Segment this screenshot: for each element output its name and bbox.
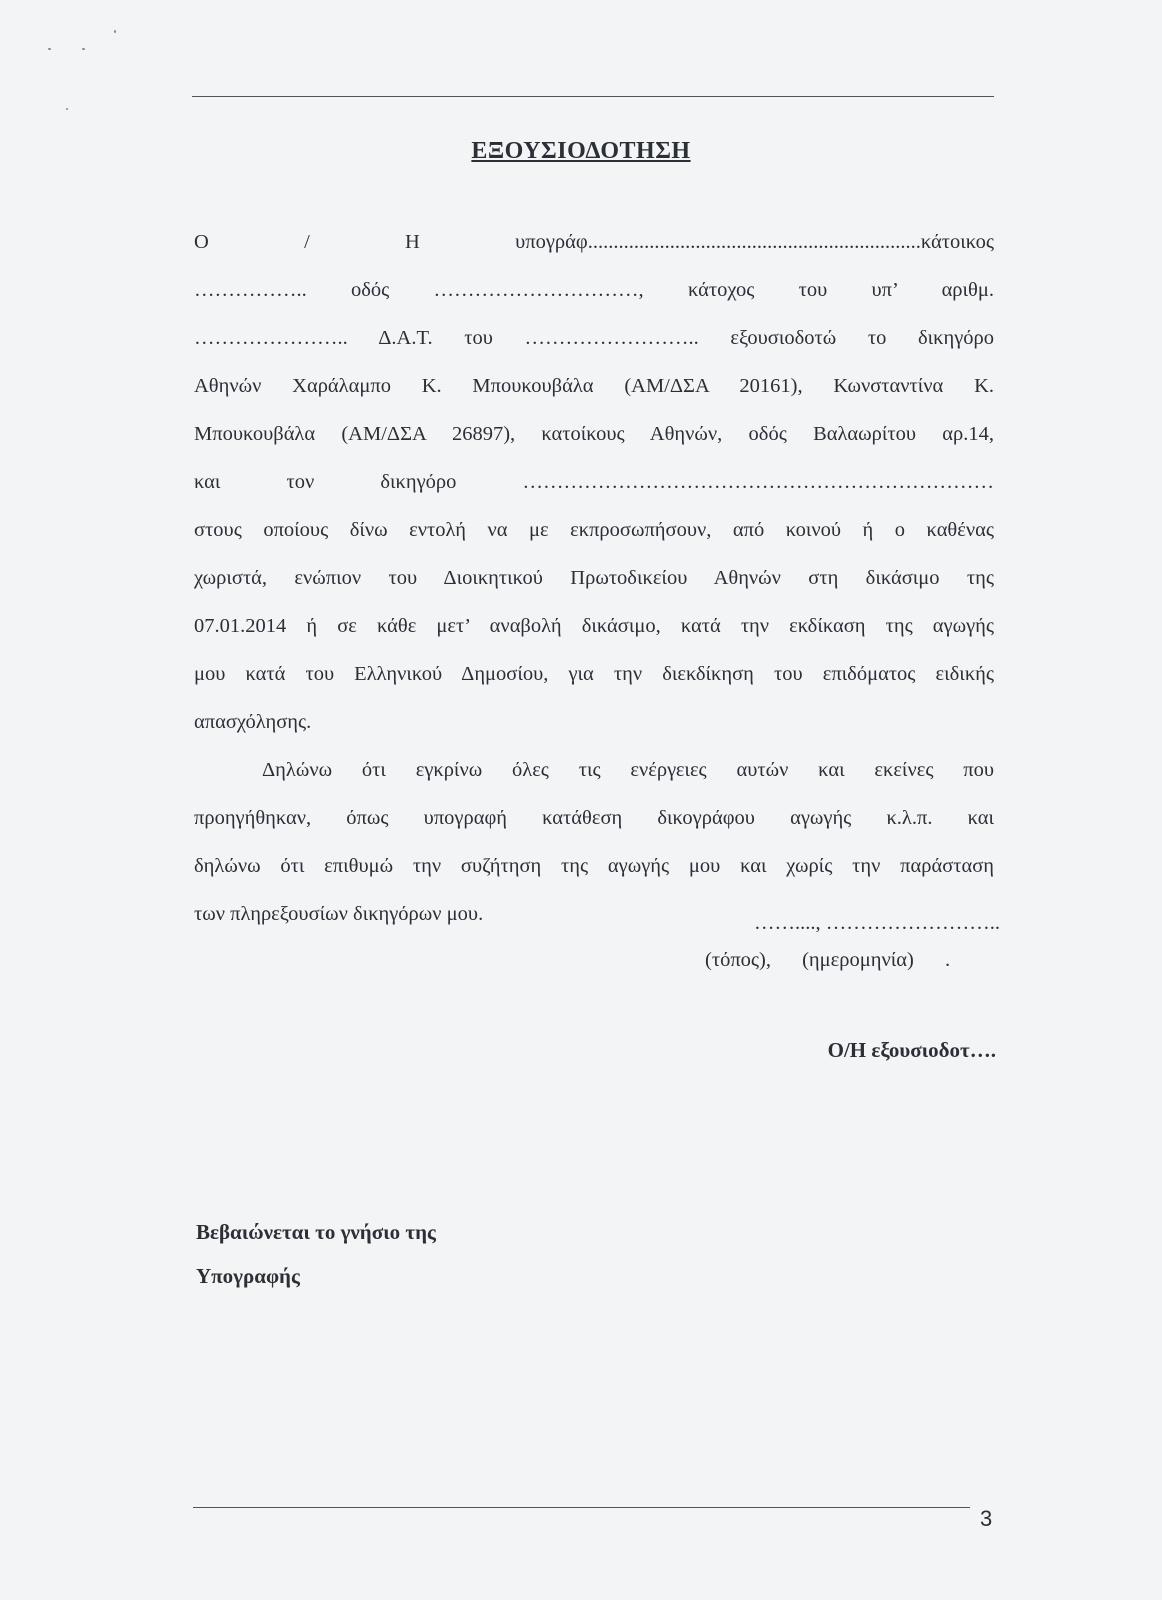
certification-line-1: Βεβαιώνεται το γνήσιο της (196, 1220, 436, 1244)
body-line-12: Δηλώνω ότι εγκρίνω όλες τις ενέργειες αυτών και εκείνες που (262, 759, 994, 781)
trailing-mark: . (944, 949, 951, 971)
body-line-6: και τον δικηγόρο …………………………………………………………… (194, 471, 994, 493)
body-line-11: απασχόλησης. (194, 711, 312, 733)
scan-speck (66, 108, 68, 110)
scan-speck (82, 48, 85, 50)
signature-certification (196, 1210, 596, 1298)
body-line-9: 07.01.2014 ή σε κάθε μετ’ αναβολή δικάσιμο, κατά την εκδίκαση της αγωγής (194, 615, 994, 637)
certification-line-2: Υπογραφής (196, 1264, 300, 1288)
place-label: (τόπος), (705, 949, 771, 971)
date-label: (ημερομηνία) (802, 949, 914, 971)
header-rule (192, 96, 994, 97)
footer-rule (193, 1507, 970, 1508)
document-title: ΕΞΟΥΣΙΟΔΟΤΗΣΗ (471, 138, 691, 164)
scan-speck (114, 30, 116, 33)
body-line-5: Μπουκουβάλα (ΑΜ/ΔΣΑ 26897), κατοίκους Αθηνών, οδός Βαλαωρίτου αρ.14, (194, 423, 994, 445)
page-number: 3 (980, 1506, 993, 1531)
body-line-1: Ο / Η υπογράφ.................................................................κάτοικος (194, 231, 994, 253)
body-line-2: …………….. οδός …………………………, κάτοχος του υπ’ αριθμ. (194, 279, 994, 301)
grantor-label: Ο/Η εξουσιοδοτ…. (827, 1038, 996, 1062)
body-line-3: ………………….. Δ.Α.Τ. του …………………….. εξουσιοδοτώ το δικηγόρο (194, 327, 994, 349)
place-date-labels (705, 949, 1005, 972)
body-line-15: των πληρεξουσίων δικηγόρων μου. (194, 903, 484, 925)
body-line-8: χωριστά, ενώπιον του Διοικητικού Πρωτοδικείου Αθηνών στη δικάσιμο της (194, 567, 994, 589)
body-line-13: προηγήθηκαν, όπως υπογραφή κατάθεση δικογράφου αγωγής κ.λ.π. και (194, 807, 994, 829)
place-date-blank: ……...., …………………….. (754, 912, 1000, 934)
scan-speck (48, 48, 51, 50)
document-body (194, 218, 994, 938)
body-line-14: δηλώνω ότι επιθυμώ την συζήτηση της αγωγής μου και χωρίς την παράσταση (194, 855, 994, 877)
body-line-10: μου κατά του Ελληνικού Δημοσίου, για την διεκδίκηση του επιδόματος ειδικής (194, 663, 994, 685)
body-line-7: στους οποίους δίνω εντολή να με εκπροσωπήσουν, από κοινού ή ο καθένας (194, 519, 994, 541)
body-line-4: Αθηνών Χαράλαμπο Κ. Μπουκουβάλα (ΑΜ/ΔΣΑ 20161), Κωνσταντίνα Κ. (194, 375, 994, 397)
